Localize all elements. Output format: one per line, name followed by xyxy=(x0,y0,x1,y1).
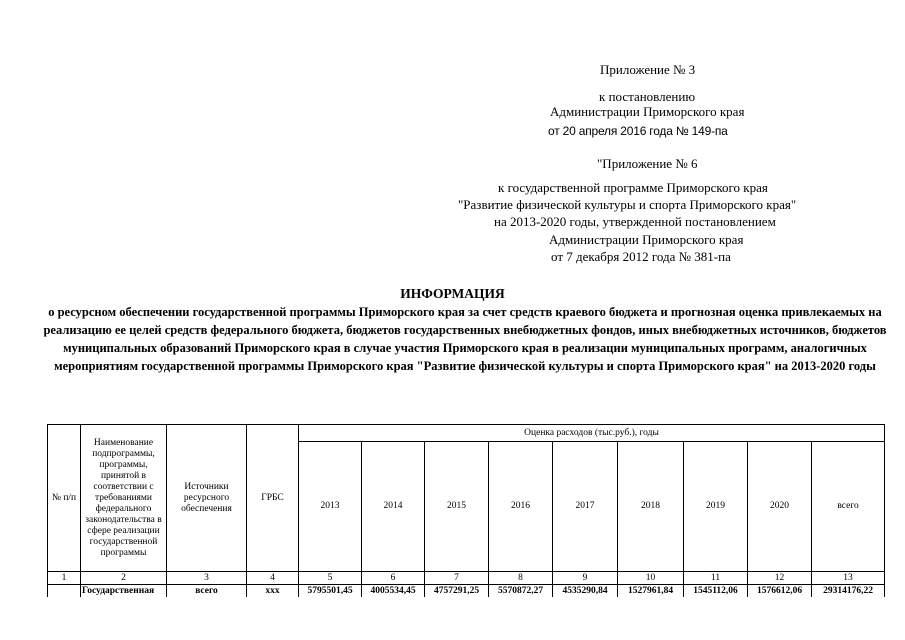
column-number: 1 xyxy=(48,572,81,585)
document-description: о ресурсном обеспечении государственной программы Приморского края за счет средств краевого бюджета и прогнозная оценка привлекаемых на реализацию ее целей средств федерального бюджета, бюджетов государственных внебюджетных фондов, иных внебюджетных источников, бюджетов муниципальных образований Приморского края в случае участия Приморского края в реализации муниципальных программ, аналогичных мероприятиям государственной программы Приморского края "Развитие физической культуры и спорта Приморского края" на 2013-2020 годы xyxy=(43,305,887,373)
column-number: 3 xyxy=(167,572,247,585)
resource-table xyxy=(47,424,885,597)
sub-line-5: от 7 декабря 2012 года № 381-па xyxy=(551,249,731,264)
row-value: 4535290,84 xyxy=(553,585,618,598)
header-source: Источники ресурсного обеспечения xyxy=(167,425,247,572)
header-total: всего xyxy=(812,442,885,572)
header-year: 2014 xyxy=(362,442,425,572)
column-number: 8 xyxy=(489,572,553,585)
column-number: 6 xyxy=(362,572,425,585)
column-number: 7 xyxy=(425,572,489,585)
table-row xyxy=(48,585,885,598)
to-resolution: к постановлению xyxy=(599,89,696,104)
column-number: 11 xyxy=(684,572,748,585)
column-number: 9 xyxy=(553,572,618,585)
row-grbs: ххх xyxy=(247,585,299,598)
column-number: 5 xyxy=(299,572,362,585)
row-value: 4005534,45 xyxy=(362,585,425,598)
header-year: 2016 xyxy=(489,442,553,572)
sub-line-1: к государственной программе Приморского края xyxy=(498,180,768,195)
annex-number: Приложение № 3 xyxy=(600,62,696,77)
row-value: 4757291,25 xyxy=(425,585,489,598)
row-total: 29314176,22 xyxy=(812,585,885,598)
header-year: 2017 xyxy=(553,442,618,572)
resolution-date: от 20 апреля 2016 года № 149-па xyxy=(548,124,728,138)
document-title: ИНФОРМАЦИЯ xyxy=(400,286,505,301)
header-num: № п/п xyxy=(48,425,81,572)
header-year: 2015 xyxy=(425,442,489,572)
sub-line-2: "Развитие физической культуры и спорта Приморского края" xyxy=(458,197,797,212)
sub-line-4: Администрации Приморского края xyxy=(549,232,744,247)
header-grbs: ГРБС xyxy=(247,425,299,572)
sub-annex-number: "Приложение № 6 xyxy=(597,156,698,171)
row-name: Государственная xyxy=(81,585,167,598)
row-num xyxy=(48,585,81,598)
row-value: 5795501,45 xyxy=(299,585,362,598)
column-number: 13 xyxy=(812,572,885,585)
column-number: 12 xyxy=(748,572,812,585)
column-number: 10 xyxy=(618,572,684,585)
row-value: 1527961,84 xyxy=(618,585,684,598)
row-source: всего xyxy=(167,585,247,598)
row-value: 5570872,27 xyxy=(489,585,553,598)
header-year: 2019 xyxy=(684,442,748,572)
header-year: 2018 xyxy=(618,442,684,572)
column-number: 4 xyxy=(247,572,299,585)
header-estimate: Оценка расходов (тыс.руб.), годы xyxy=(299,425,885,442)
sub-line-3: на 2013-2020 годы, утвержденной постановлением xyxy=(494,214,776,229)
header-year: 2013 xyxy=(299,442,362,572)
header-year: 2020 xyxy=(748,442,812,572)
column-number: 2 xyxy=(81,572,167,585)
administration-name: Администрации Приморского края xyxy=(550,104,745,119)
row-value: 1545112,06 xyxy=(684,585,748,598)
header-name: Наименование подпрограммы, программы, принятой в соответствии с требованиями федерального законодательства в сфере реализации государственной программы xyxy=(81,425,167,572)
row-value: 1576612,06 xyxy=(748,585,812,598)
